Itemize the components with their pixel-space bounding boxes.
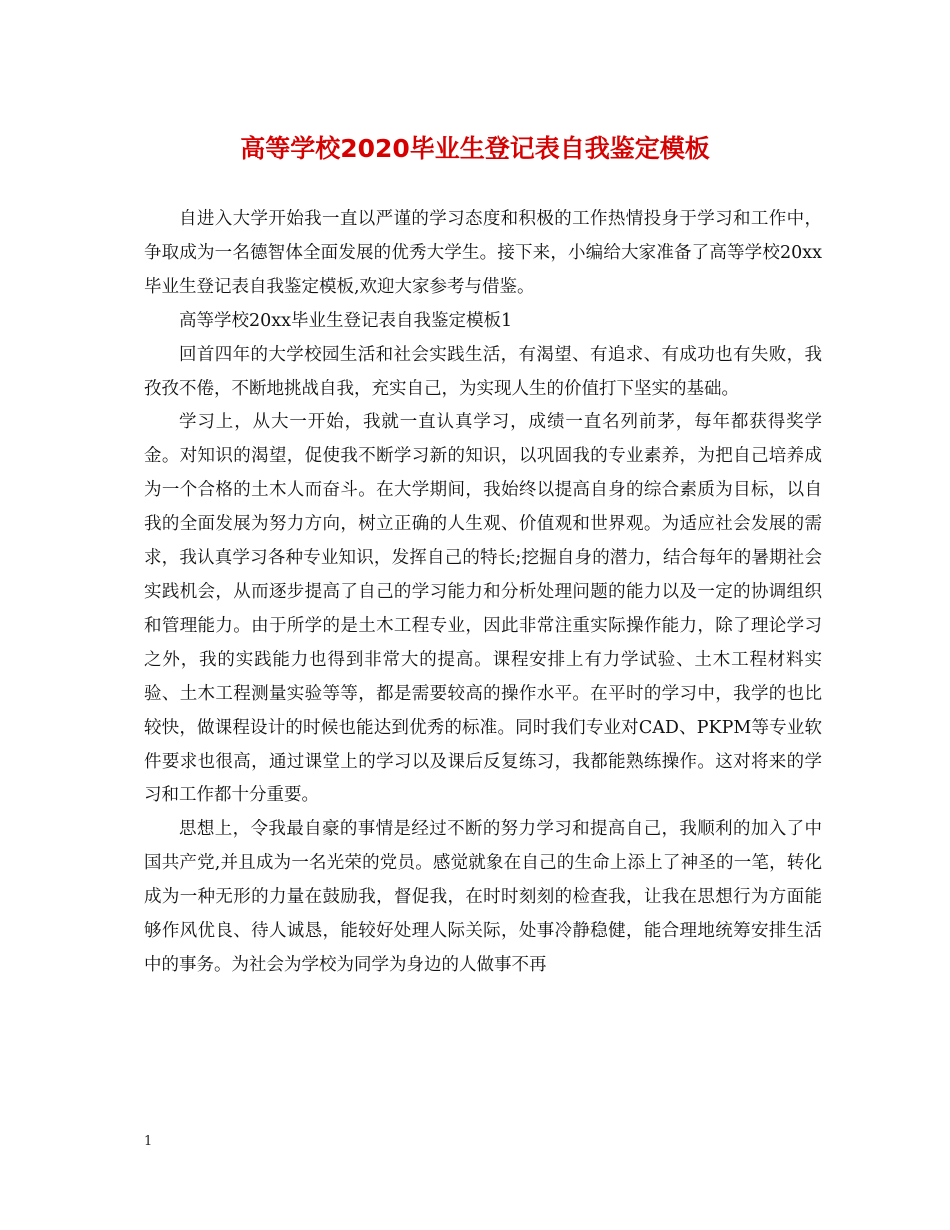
paragraph-thought: 思想上，令我最自豪的事情是经过不断的努力学习和提高自己，我顺利的加入了中国共产党,并且成为一名光荣的党员。感觉就象在自己的生命上添上了神圣的一笔，转化成为一种无形的力量在鼓励我，督促我，在时时刻刻的检查我，让我在思想行为方面能够作风优良、待人诚恳，能较好处理人际关际，处事冷静稳健，能合理地统筹安排生活中的事务。为社会为学校为同学为身边的人做事不再 bbox=[144, 819, 822, 975]
paragraph-study: 学习上，从大一开始，我就一直认真学习，成绩一直名列前茅，每年都获得奖学金。对知识的渴望，促使我不断学习新的知识，以巩固我的专业素养，为把自己培养成为一个合格的土木人而奋斗。在大学期间，我始终以提高自身的综合素质为目标，以自我的全面发展为努力方向，树立正确的人生观、价值观和世界观。为适应社会发展的需求，我认真学习各种专业知识，发挥自己的特长;挖掘自身的潜力，结合每年的暑期社会实践机会，从而逐步提高了自己的学习能力和分析处理问题的能力以及一定的协调组织和管理能力。由于所学的是土木工程专业，因此非常注重实际操作能力，除了理论学习之外，我的实践能力也得到非常大的提高。课程安排上有力学试验、土木工程材料实验、土木工程测量实验等等，都是需要较高的操作水平。在平时的学习中，我学的也比较快，做课程设计的时候也能达到优秀的标准。同时我们专业对CAD、PKPM等专业软件要求也很高，通过课堂上的学习以及课后反复练习，我都能熟练操作。这对将来的学习和工作都十分重要。 bbox=[144, 412, 822, 806]
paragraph-intro: 自进入大学开始我一直以严谨的学习态度和积极的工作热情投身于学习和工作中，争取成为一名德智体全面发展的优秀大学生。接下来，小编给大家准备了高等学校20xx毕业生登记表自我鉴定模板,欢迎大家参考与借鉴。 bbox=[144, 209, 822, 297]
document-title: 高等学校2020毕业生登记表自我鉴定模板 bbox=[240, 134, 710, 163]
document-body bbox=[144, 203, 822, 983]
page-number: 1 bbox=[144, 1134, 153, 1149]
section-heading: 高等学校20xx毕业生登记表自我鉴定模板1 bbox=[179, 310, 513, 331]
paragraph-review: 回首四年的大学校园生活和社会实践生活，有渴望、有追求、有成功也有失败，我孜孜不倦，不断地挑战自我，充实自己，为实现人生的价值打下坚实的基础。 bbox=[144, 344, 822, 399]
